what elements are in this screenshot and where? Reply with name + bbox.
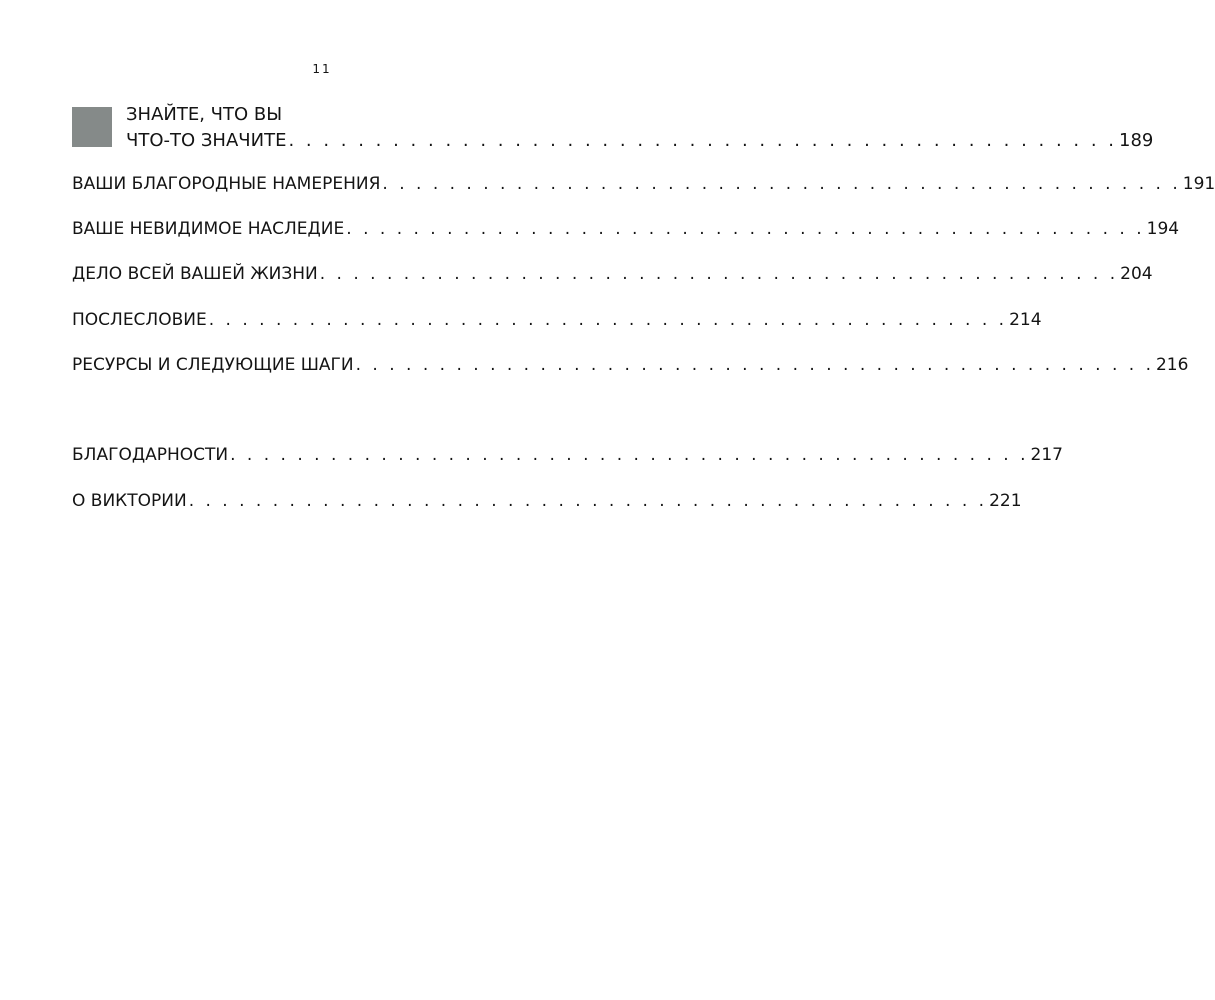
section-title-line2: ЧТО-ТО ЗНАЧИТЕ [126,130,287,151]
section-title-line2-row [126,128,1154,154]
toc-entry-resources[interactable] [72,353,1189,377]
section-title-line1: ЗНАЙТЕ, ЧТО ВЫ [126,104,283,125]
section-heading[interactable] [126,102,1154,154]
toc-entry-page: 214 [1009,310,1042,330]
dot-leader: . . . . . . . . . . . . . . . . . . . . . . . . . . . . . . . . . . . . . . . . . . . . . . . . [382,174,1181,194]
page-number: 11 [312,62,332,76]
toc-entry-title: РЕСУРСЫ И СЛЕДУЮЩИЕ ШАГИ [72,355,354,375]
toc-entry-acknowledgements[interactable] [72,443,1063,467]
toc-entry-afterword[interactable] [72,308,1042,332]
section-page-number: 189 [1119,130,1154,151]
toc-entry-noble-intentions[interactable] [72,172,1215,196]
toc-entry-title: О ВИКТОРИИ [72,491,187,511]
toc-entry-title: ВАШИ БЛАГОРОДНЫЕ НАМЕРЕНИЯ [72,174,381,194]
toc-entry-title: ВАШЕ НЕВИДИМОЕ НАСЛЕДИЕ [72,219,345,239]
toc-entry-invisible-legacy[interactable] [72,217,1180,241]
toc-entry-page: 217 [1030,445,1063,465]
toc-entry-page: 204 [1120,264,1153,284]
toc-entry-title: БЛАГОДАРНОСТИ [72,445,229,465]
dot-leader: . . . . . . . . . . . . . . . . . . . . . . . . . . . . . . . . . . . . . . . . . . . . . . . . [319,264,1119,284]
toc-entry-page: 221 [989,491,1022,511]
toc-entry-page: 194 [1146,219,1180,239]
toc-entry-life-work[interactable] [72,262,1153,286]
toc-entry-page: 191 [1182,174,1215,194]
toc-entry-page: 216 [1155,355,1189,375]
toc-entry-title: ПОСЛЕСЛОВИЕ [72,310,207,330]
dot-leader: . . . . . . . . . . . . . . . . . . . . . . . . . . . . . . . . . . . . . . . . . . . . . . . . [208,310,1008,330]
dot-leader: . . . . . . . . . . . . . . . . . . . . . . . . . . . . . . . . . . . . . . . . . . . . . . . . [355,355,1154,375]
dot-leader: . . . . . . . . . . . . . . . . . . . . . . . . . . . . . . . . . . . . . . . . . . . . . . . . [288,130,1118,151]
dot-leader: . . . . . . . . . . . . . . . . . . . . . . . . . . . . . . . . . . . . . . . . . . . . . . . . [230,445,1029,465]
dot-leader: . . . . . . . . . . . . . . . . . . . . . . . . . . . . . . . . . . . . . . . . . . . . . . . . [188,491,988,511]
section-marker [72,107,112,147]
toc-entry-title: ДЕЛО ВСЕЙ ВАШЕЙ ЖИЗНИ [72,264,318,284]
dot-leader: . . . . . . . . . . . . . . . . . . . . . . . . . . . . . . . . . . . . . . . . . . . . . . . . [346,219,1145,239]
toc-entry-about-victoria[interactable] [72,489,1022,513]
